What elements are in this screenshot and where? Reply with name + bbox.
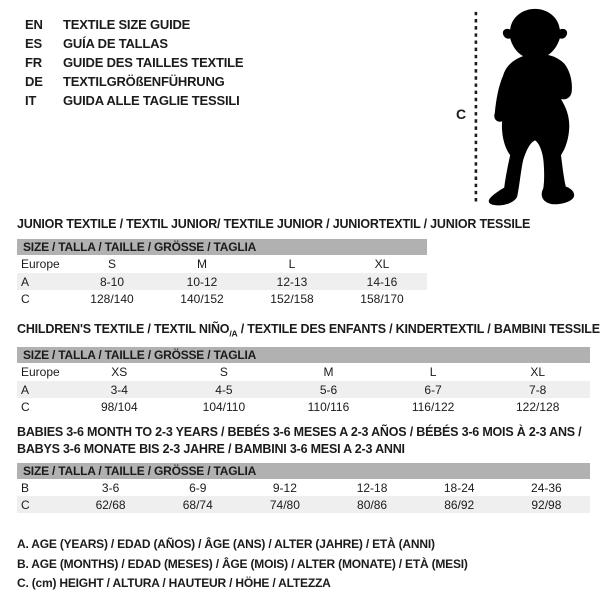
table-row [17,381,590,398]
baby-figure-wrap [470,4,600,210]
language-label: TEXTILGRÖßENFÜHRUNG [63,74,225,89]
size-cell: L [288,257,296,271]
language-row [25,53,243,72]
baby-silhouette [470,4,600,210]
size-cell: 98/104 [100,399,138,414]
row-label: A [17,381,67,398]
size-cell: XL [374,257,390,271]
legend-notes [17,535,468,594]
note-line: A. AGE (YEARS) / EDAD (AÑOS) / ÂGE (ANS) / ALTER (JAHRE) / ETÀ (ANNI) [17,537,435,551]
size-cell: S [107,257,116,271]
height-label-c: C [456,106,467,122]
size-cell: 6-9 [189,480,207,495]
language-code: EN [25,17,43,32]
language-code: IT [25,93,37,108]
table-row [17,273,427,290]
language-label: TEXTILE SIZE GUIDE [63,17,191,32]
size-cell: 8-10 [67,273,157,290]
row-label: A [17,273,67,290]
language-code: FR [25,55,42,70]
size-cell: 92/98 [503,496,590,513]
note-line: B. AGE (MONTHS) / EDAD (MESES) / ÂGE (MOIS) / ALTER (MONATE) / ETÀ (MESI) [17,556,468,571]
size-cell: 4-5 [172,381,277,398]
junior-section-title [17,216,530,233]
table-row [17,290,427,307]
size-cell: 5-6 [276,381,381,398]
size-cell: 116/122 [411,399,455,414]
size-cell: 18-24 [443,480,475,495]
language-row [25,91,243,110]
row-label: C [17,496,67,513]
children-title-pre: CHILDREN'S TEXTILE / TEXTIL NIÑO [17,322,230,336]
children-size-table [17,347,590,415]
size-cell: 158/170 [360,291,404,306]
language-row [25,72,243,91]
size-header: SIZE / TALLA / TAILLE / GRÖSSE / TAGLIA [17,463,590,479]
size-cell: 152/158 [270,291,314,306]
language-code: ES [25,36,42,51]
size-cell: 62/68 [67,496,154,513]
size-header-row [17,463,590,479]
row-label: Europe [21,257,60,271]
table-row [17,255,427,273]
size-cell: 3-6 [101,480,120,495]
language-label: GUIDA ALLE TAGLIE TESSILI [63,93,240,108]
row-label: C [21,291,30,306]
size-cell: 86/92 [416,496,503,513]
junior-size-table [17,239,427,307]
size-cell: 74/80 [241,496,328,513]
table-row [17,398,590,415]
row-label: B [21,480,30,495]
size-cell: 12-13 [247,273,337,290]
size-cell: 6-7 [381,381,486,398]
size-cell: 68/74 [154,496,241,513]
babies-title-line1: BABIES 3-6 MONTH TO 2-3 YEARS / BEBÉS 3-6 MESES A 2-3 AÑOS / BÉBÉS 3-6 MOIS À 2-3 ANS / [17,425,582,439]
babies-size-table [17,463,590,513]
size-cell: 10-12 [157,273,247,290]
size-header-row [17,239,427,255]
size-cell: S [219,365,228,379]
children-title-sub: /A [229,328,238,339]
size-cell: XS [111,365,128,379]
size-cell: 24-36 [531,480,562,495]
babies-section-title [17,424,581,458]
junior-section-title-text: JUNIOR TEXTILE / TEXTIL JUNIOR/ TEXTILE JUNIOR / JUNIORTEXTIL / JUNIOR TESSILE [17,217,531,231]
table-row [17,496,590,513]
size-cell: 12-18 [356,480,388,495]
babies-title-line2: BABYS 3-6 MONATE BIS 2-3 JAHRE / BAMBINI 3-6 MESI A 2-3 ANNI [17,442,405,456]
row-label: Europe [21,365,60,379]
size-cell: 9-12 [272,480,297,495]
language-label: GUIDE DES TAILLES TEXTILE [63,55,244,70]
language-code: DE [25,74,43,89]
size-header: SIZE / TALLA / TAILLE / GRÖSSE / TAGLIA [17,347,590,363]
table-row [17,363,590,381]
size-cell: 128/140 [90,291,134,306]
size-cell: XL [530,365,546,379]
size-header-row [17,347,590,363]
language-row [25,15,243,34]
size-cell: 122/128 [515,399,560,414]
table-row [17,479,590,496]
size-cell: 110/116 [307,399,350,414]
children-title-post: / TEXTILE DES ENFANTS / KINDERTEXTIL / BAMBINI TESSILE [237,322,600,336]
size-cell: 14-16 [337,273,427,290]
size-cell: 3-4 [67,381,172,398]
size-cell: 80/86 [328,496,415,513]
baby-figure [489,9,574,205]
size-cell: M [323,365,334,379]
size-cell: M [197,257,207,271]
size-cell: L [429,365,437,379]
row-label: C [21,399,30,414]
note-line: C. (cm) HEIGHT / ALTURA / HAUTEUR / HÖHE / ALTEZZA [17,576,331,590]
size-header: SIZE / TALLA / TAILLE / GRÖSSE / TAGLIA [17,239,427,255]
size-cell: 7-8 [485,381,590,398]
language-list [25,15,243,110]
size-cell: 104/110 [202,399,246,414]
language-label: GUÍA DE TALLAS [63,36,168,51]
children-section-title [17,321,600,343]
size-cell: 140/152 [180,291,224,306]
language-row [25,34,243,53]
